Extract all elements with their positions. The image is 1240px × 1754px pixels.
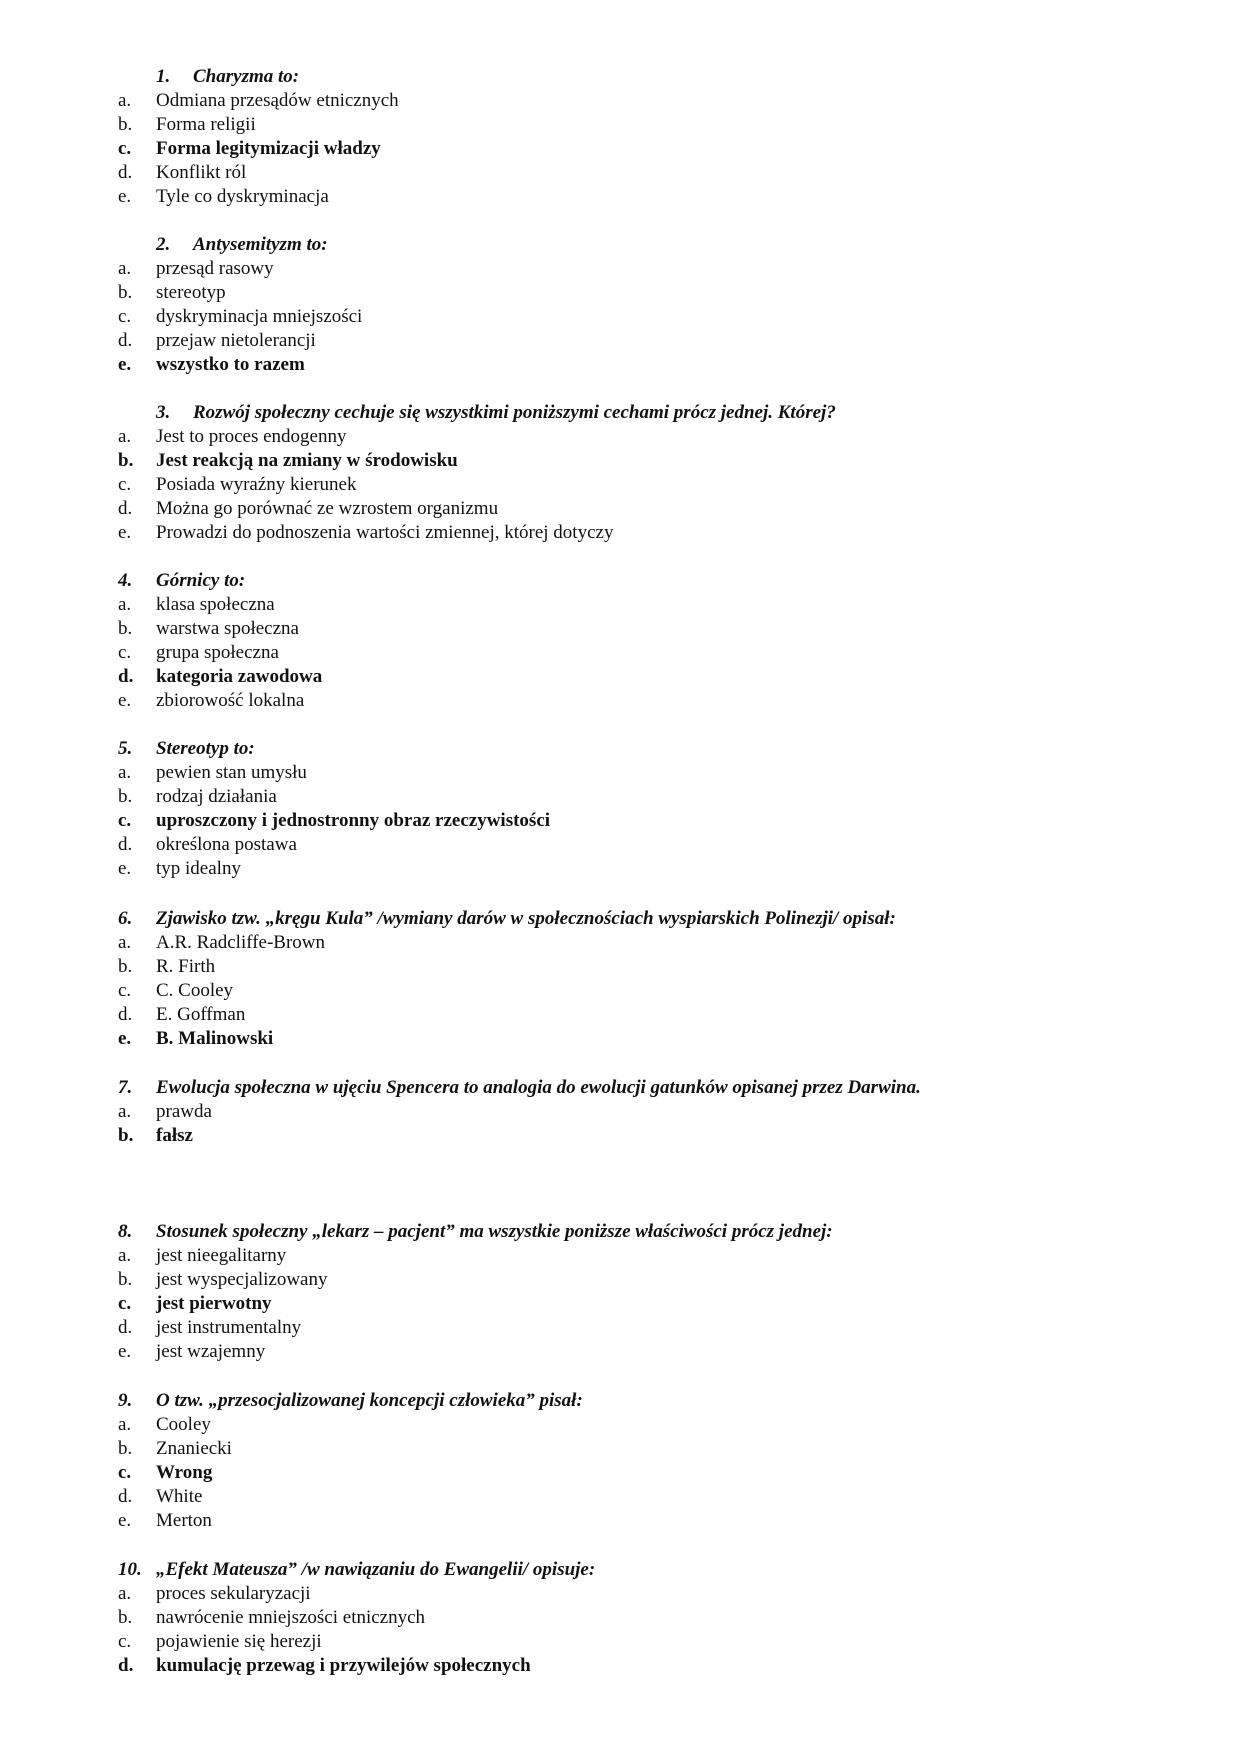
option-letter: e. <box>118 1028 132 1049</box>
question-number: 7. <box>118 1077 133 1098</box>
option-text: wszystko to razem <box>156 354 305 375</box>
answer-option <box>0 1509 1180 1533</box>
correct-answer-option <box>0 1461 1180 1485</box>
question-title: Zjawisko tzw. „kręgu Kula” /wymiany darów w społecznościach wyspiarskich Polinezji/ opisał: <box>156 908 896 929</box>
answer-option <box>0 521 1180 545</box>
answer-option <box>0 473 1180 497</box>
option-letter: a. <box>118 426 132 447</box>
question-8-heading <box>0 1220 1180 1244</box>
answer-option <box>0 979 1180 1003</box>
option-letter: d. <box>118 1317 133 1338</box>
option-letter: e. <box>118 858 132 879</box>
option-letter: e. <box>118 1510 132 1531</box>
option-text: Znaniecki <box>156 1438 232 1459</box>
correct-answer-option <box>0 353 1180 377</box>
correct-answer-option <box>0 137 1180 161</box>
option-letter: c. <box>118 642 132 663</box>
option-text: Można go porównać ze wzrostem organizmu <box>156 498 499 519</box>
option-text: R. Firth <box>156 956 216 977</box>
question-number: 6. <box>118 908 133 929</box>
correct-answer-option <box>0 809 1180 833</box>
option-letter: a. <box>118 90 132 111</box>
option-text: Cooley <box>156 1414 211 1435</box>
option-text: przesąd rasowy <box>156 258 274 279</box>
option-letter: b. <box>118 114 133 135</box>
answer-option <box>0 1485 1180 1509</box>
option-letter: c. <box>118 138 132 159</box>
option-letter: e. <box>118 522 132 543</box>
answer-option <box>0 955 1180 979</box>
question-6-heading <box>0 907 1180 931</box>
option-letter: e. <box>118 186 132 207</box>
question-number: 8. <box>118 1221 133 1242</box>
answer-option <box>0 425 1180 449</box>
option-text: jest instrumentalny <box>156 1317 302 1338</box>
option-letter: a. <box>118 762 132 783</box>
option-text: Forma legitymizacji władzy <box>156 138 381 159</box>
option-letter: b. <box>118 1607 133 1628</box>
correct-answer-option <box>0 449 1180 473</box>
option-text: jest wyspecjalizowany <box>156 1269 328 1290</box>
option-letter: c. <box>118 474 132 495</box>
option-text: Jest to proces endogenny <box>156 426 347 447</box>
option-text: proces sekularyzacji <box>156 1583 311 1604</box>
option-text: nawrócenie mniejszości etnicznych <box>156 1607 426 1628</box>
question-number: 3. <box>156 402 171 423</box>
option-text: typ idealny <box>156 858 241 879</box>
option-text: stereotyp <box>156 282 226 303</box>
answer-option <box>0 931 1180 955</box>
answer-option <box>0 617 1180 641</box>
answer-option <box>0 785 1180 809</box>
option-text: B. Malinowski <box>156 1028 274 1049</box>
option-letter: a. <box>118 1101 132 1122</box>
option-text: A.R. Radcliffe-Brown <box>156 932 326 953</box>
answer-option <box>0 593 1180 617</box>
question-title: Ewolucja społeczna w ujęciu Spencera to analogia do ewolucji gatunków opisanej przez Darwina. <box>156 1077 921 1098</box>
option-text: White <box>156 1486 203 1507</box>
answer-option <box>0 329 1180 353</box>
option-text: jest wzajemny <box>156 1341 266 1362</box>
answer-option <box>0 641 1180 665</box>
answer-option <box>0 161 1180 185</box>
option-text: pewien stan umysłu <box>156 762 307 783</box>
option-letter: d. <box>118 330 133 351</box>
question-2-heading <box>0 233 1180 257</box>
answer-option <box>0 1100 1180 1124</box>
option-letter: a. <box>118 1583 132 1604</box>
option-text: Wrong <box>156 1462 213 1483</box>
option-letter: e. <box>118 690 132 711</box>
option-letter: b. <box>118 786 133 807</box>
question-title: Stosunek społeczny „lekarz – pacjent” ma wszystkie poniższe właściwości prócz jednej: <box>156 1221 833 1242</box>
question-title: Rozwój społeczny cechuje się wszystkimi poniższymi cechami prócz jednej. Której? <box>193 402 836 423</box>
answer-option <box>0 1003 1180 1027</box>
option-letter: d. <box>118 1004 133 1025</box>
option-text: warstwa społeczna <box>156 618 299 639</box>
option-letter: d. <box>118 1655 134 1676</box>
option-text: rodzaj działania <box>156 786 277 807</box>
option-text: Tyle co dyskryminacja <box>156 186 329 207</box>
option-letter: b. <box>118 618 133 639</box>
option-letter: b. <box>118 282 133 303</box>
option-letter: a. <box>118 258 132 279</box>
option-text: przejaw nietolerancji <box>156 330 316 351</box>
option-text: fałsz <box>156 1125 193 1146</box>
question-5-heading <box>0 737 1180 761</box>
question-4-heading <box>0 569 1180 593</box>
answer-option <box>0 257 1180 281</box>
option-text: pojawienie się herezji <box>156 1631 322 1652</box>
question-title: O tzw. „przesocjalizowanej koncepcji człowieka” pisał: <box>156 1390 583 1411</box>
question-number: 9. <box>118 1390 133 1411</box>
option-letter: c. <box>118 980 132 1001</box>
option-letter: a. <box>118 1245 132 1266</box>
option-text: Forma religii <box>156 114 256 135</box>
question-title: „Efekt Mateusza” /w nawiązaniu do Ewangelii/ opisuje: <box>156 1559 596 1580</box>
option-text: jest nieegalitarny <box>156 1245 287 1266</box>
option-letter: e. <box>118 354 132 375</box>
answer-option <box>0 281 1180 305</box>
correct-answer-option <box>0 665 1180 689</box>
question-number: 10. <box>118 1559 142 1580</box>
option-text: jest pierwotny <box>156 1293 272 1314</box>
option-text: zbiorowość lokalna <box>156 690 305 711</box>
option-letter: c. <box>118 1631 132 1652</box>
answer-option <box>0 1582 1180 1606</box>
option-text: C. Cooley <box>156 980 234 1001</box>
option-letter: b. <box>118 1438 133 1459</box>
option-text: klasa społeczna <box>156 594 275 615</box>
answer-option <box>0 89 1180 113</box>
answer-option <box>0 305 1180 329</box>
question-3-heading <box>0 401 1180 425</box>
option-text: określona postawa <box>156 834 297 855</box>
option-text: Konflikt ról <box>156 162 247 183</box>
option-letter: b. <box>118 1125 134 1146</box>
option-text: uproszczony i jednostronny obraz rzeczywistości <box>156 810 551 831</box>
option-letter: c. <box>118 1462 132 1483</box>
answer-option <box>0 1244 1180 1268</box>
answer-option <box>0 857 1180 881</box>
option-letter: d. <box>118 162 133 183</box>
question-1-heading <box>0 65 1180 89</box>
option-letter: d. <box>118 666 134 687</box>
question-title: Charyzma to: <box>193 66 300 87</box>
answer-option <box>0 1268 1180 1292</box>
answer-option <box>0 1316 1180 1340</box>
option-letter: b. <box>118 1269 133 1290</box>
answer-option <box>0 1437 1180 1461</box>
option-letter: d. <box>118 1486 133 1507</box>
option-letter: e. <box>118 1341 132 1362</box>
option-text: grupa społeczna <box>156 642 279 663</box>
answer-option <box>0 185 1180 209</box>
answer-option <box>0 113 1180 137</box>
option-text: E. Goffman <box>156 1004 246 1025</box>
question-title: Stereotyp to: <box>156 738 255 759</box>
answer-option <box>0 1413 1180 1437</box>
option-text: Prowadzi do podnoszenia wartości zmiennej, której dotyczy <box>156 522 614 543</box>
question-7-heading <box>0 1076 1180 1100</box>
question-number: 4. <box>118 570 133 591</box>
option-letter: c. <box>118 1293 132 1314</box>
question-number: 2. <box>156 234 171 255</box>
question-title: Górnicy to: <box>156 570 246 591</box>
option-letter: c. <box>118 810 132 831</box>
question-number: 5. <box>118 738 133 759</box>
correct-answer-option <box>0 1292 1180 1316</box>
option-letter: c. <box>118 306 132 327</box>
question-title: Antysemityzm to: <box>193 234 328 255</box>
option-letter: d. <box>118 834 133 855</box>
option-text: Merton <box>156 1510 212 1531</box>
option-letter: d. <box>118 498 133 519</box>
option-text: kumulację przewag i przywilejów społecznych <box>156 1655 531 1676</box>
option-letter: a. <box>118 932 132 953</box>
answer-option <box>0 761 1180 785</box>
option-letter: a. <box>118 594 132 615</box>
option-text: Jest reakcją na zmiany w środowisku <box>156 450 458 471</box>
question-number: 1. <box>156 66 171 87</box>
option-letter: b. <box>118 450 134 471</box>
option-text: kategoria zawodowa <box>156 666 323 687</box>
option-text: Posiada wyraźny kierunek <box>156 474 357 495</box>
option-text: prawda <box>156 1101 212 1122</box>
option-text: Odmiana przesądów etnicznych <box>156 90 399 111</box>
correct-answer-option <box>0 1124 1180 1148</box>
question-9-heading <box>0 1389 1180 1413</box>
option-letter: a. <box>118 1414 132 1435</box>
answer-option <box>0 1340 1180 1364</box>
answer-option <box>0 1606 1180 1630</box>
question-10-heading <box>0 1558 1180 1582</box>
correct-answer-option <box>0 1654 1180 1678</box>
correct-answer-option <box>0 1027 1180 1051</box>
answer-option <box>0 689 1180 713</box>
answer-option <box>0 497 1180 521</box>
answer-option <box>0 1630 1180 1654</box>
option-letter: b. <box>118 956 133 977</box>
option-text: dyskryminacja mniejszości <box>156 306 363 327</box>
answer-option <box>0 833 1180 857</box>
